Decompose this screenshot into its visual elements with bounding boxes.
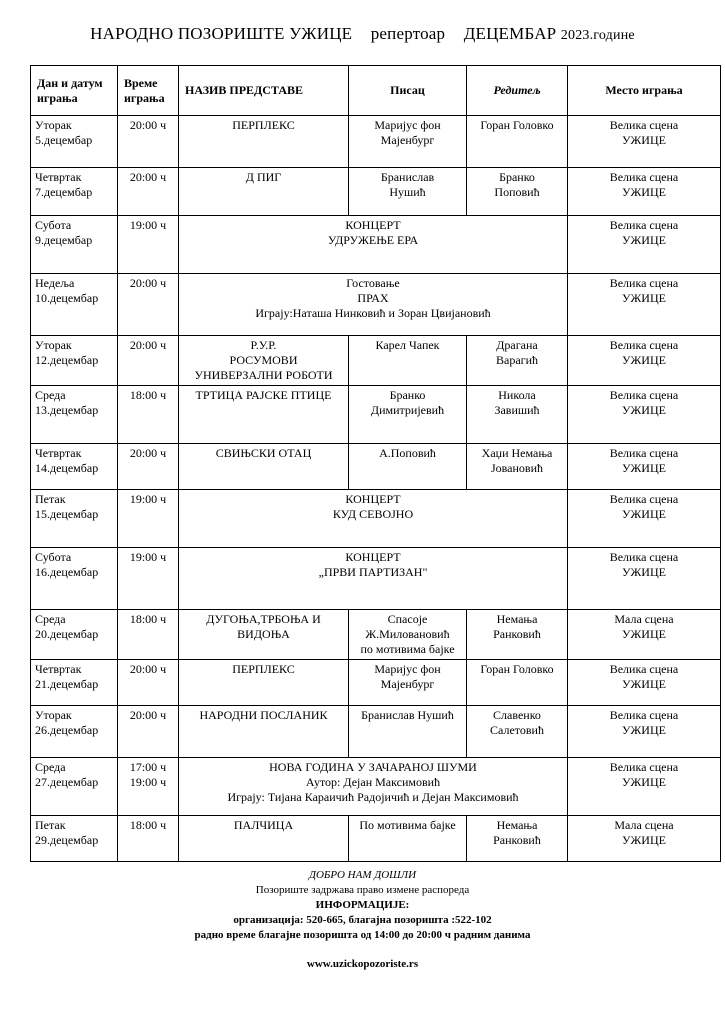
- time-cell: 18:00 ч: [118, 610, 179, 660]
- repertoire-word: репертоар: [370, 24, 446, 43]
- date-cell: Уторак 12.децембар: [31, 336, 118, 386]
- event-cell: КОНЦЕРТ „ПРВИ ПАРТИЗАН": [179, 548, 568, 610]
- time-cell: 19:00 ч: [118, 216, 179, 274]
- director-cell: Драгана Варагић: [467, 336, 568, 386]
- table-row: [31, 706, 721, 758]
- writer-cell: Бранко Димитријевић: [349, 386, 467, 444]
- box-office-hours: радно време благајне позоришта од 14:00 до 20:00 ч радним данима: [194, 929, 531, 941]
- title-cell: НАРОДНИ ПОСЛАНИК: [179, 706, 349, 758]
- title-cell: Д ПИГ: [179, 168, 349, 216]
- date-cell: Петак 29.децембар: [31, 816, 118, 862]
- venue-cell: Велика сцена УЖИЦЕ: [568, 706, 721, 758]
- director-cell: Немања Ранковић: [467, 816, 568, 862]
- time-cell: 20:00 ч: [118, 168, 179, 216]
- director-cell: Славенко Салетовић: [467, 706, 568, 758]
- writer-cell: Маријус фон Мајенбург: [349, 660, 467, 706]
- director-cell: Горан Головко: [467, 116, 568, 168]
- venue-cell: Мала сцена УЖИЦЕ: [568, 610, 721, 660]
- date-cell: Среда 27.децембар: [31, 758, 118, 816]
- page-title: [0, 24, 725, 44]
- director-cell: Горан Головко: [467, 660, 568, 706]
- info-title: ИНФОРМАЦИЈЕ:: [315, 899, 410, 911]
- venue-cell: Мала сцена УЖИЦЕ: [568, 816, 721, 862]
- table-row: [31, 490, 721, 548]
- date-cell: Субота 16.децембар: [31, 548, 118, 610]
- title-cell: СВИЊСКИ ОТАЦ: [179, 444, 349, 490]
- venue-cell: Велика сцена УЖИЦЕ: [568, 274, 721, 336]
- title-cell: ТРТИЦА РАЈСКЕ ПТИЦЕ: [179, 386, 349, 444]
- header-venue: Место играња: [568, 66, 721, 116]
- title-cell: ПАЛЧИЦА: [179, 816, 349, 862]
- header-writer: Писац: [349, 66, 467, 116]
- venue-cell: Велика сцена УЖИЦЕ: [568, 168, 721, 216]
- month-name: ДЕЦЕМБАР: [463, 24, 557, 43]
- venue-cell: Велика сцена УЖИЦЕ: [568, 490, 721, 548]
- table-row: [31, 816, 721, 862]
- date-cell: Недеља 10.децембар: [31, 274, 118, 336]
- repertoire-table: [30, 65, 721, 862]
- writer-cell: Спасоје Ж.Миловановић по мотивима бајке: [349, 610, 467, 660]
- event-cell: Гостовање ПРАХ Играју:Наташа Нинковић и Зоран Цвијановић: [179, 274, 568, 336]
- date-cell: Четвртак 21.децембар: [31, 660, 118, 706]
- writer-cell: Бранислав Нушић: [349, 706, 467, 758]
- event-cell: НОВА ГОДИНА У ЗАЧАРАНОЈ ШУМИ Аутор: Дејан Максимовић Играју: Тијана Караичић Радојичић и Дејан Максимовић: [179, 758, 568, 816]
- header-time: Време играња: [118, 66, 179, 116]
- header-date: Дан и датум играња: [31, 66, 118, 116]
- title-cell: ПЕРПЛЕКС: [179, 660, 349, 706]
- time-cell: 18:00 ч: [118, 816, 179, 862]
- writer-cell: А.Поповић: [349, 444, 467, 490]
- time-cell: 18:00 ч: [118, 386, 179, 444]
- venue-cell: Велика сцена УЖИЦЕ: [568, 548, 721, 610]
- footer: [0, 868, 725, 972]
- time-cell: 20:00 ч: [118, 706, 179, 758]
- date-cell: Четвртак 7.децембар: [31, 168, 118, 216]
- venue-cell: Велика сцена УЖИЦЕ: [568, 336, 721, 386]
- venue-cell: Велика сцена УЖИЦЕ: [568, 116, 721, 168]
- director-cell: Никола Завишић: [467, 386, 568, 444]
- table-row: [31, 274, 721, 336]
- time-cell: 20:00 ч: [118, 444, 179, 490]
- writer-cell: Бранислав Нушић: [349, 168, 467, 216]
- table-header-row: [31, 66, 721, 116]
- welcome-text: ДОБРО НАМ ДОШЛИ: [308, 869, 417, 881]
- theatre-name: НАРОДНО ПОЗОРИШТЕ УЖИЦЕ: [90, 24, 353, 43]
- time-cell: 19:00 ч: [118, 548, 179, 610]
- table-row: [31, 386, 721, 444]
- time-cell: 20:00 ч: [118, 274, 179, 336]
- date-cell: Уторак 5.децембар: [31, 116, 118, 168]
- time-cell: 20:00 ч: [118, 116, 179, 168]
- date-cell: Петак 15.децембар: [31, 490, 118, 548]
- table-row: [31, 168, 721, 216]
- director-cell: Немања Ранковић: [467, 610, 568, 660]
- title-cell: ПЕРПЛЕКС: [179, 116, 349, 168]
- time-cell: 19:00 ч: [118, 490, 179, 548]
- event-cell: КОНЦЕРТ УДРУЖЕЊЕ ЕРА: [179, 216, 568, 274]
- date-cell: Уторак 26.децембар: [31, 706, 118, 758]
- date-cell: Субота 9.децембар: [31, 216, 118, 274]
- year-label: 2023.године: [560, 28, 635, 43]
- header-title: НАЗИВ ПРЕДСТАВЕ: [179, 66, 349, 116]
- table-row: [31, 610, 721, 660]
- contact-phones: организација: 520-665, благајна позоришта :522-102: [233, 914, 492, 926]
- table-row: [31, 758, 721, 816]
- table-row: [31, 216, 721, 274]
- venue-cell: Велика сцена УЖИЦЕ: [568, 216, 721, 274]
- table-row: [31, 660, 721, 706]
- date-cell: Среда 13.децембар: [31, 386, 118, 444]
- writer-cell: Маријус фон Мајенбург: [349, 116, 467, 168]
- time-cell: 20:00 ч: [118, 660, 179, 706]
- venue-cell: Велика сцена УЖИЦЕ: [568, 660, 721, 706]
- table-row: [31, 548, 721, 610]
- title-cell: ДУГОЊА,ТРБОЊА И ВИДОЊА: [179, 610, 349, 660]
- time-cell: 20:00 ч: [118, 336, 179, 386]
- writer-cell: Карел Чапек: [349, 336, 467, 386]
- schedule-notice: Позориште задржава право измене распореда: [255, 884, 470, 896]
- director-cell: Бранко Поповић: [467, 168, 568, 216]
- director-cell: Хаџи Немања Јовановић: [467, 444, 568, 490]
- title-cell: Р.У.Р. РОСУМОВИ УНИВЕРЗАЛНИ РОБОТИ: [179, 336, 349, 386]
- date-cell: Четвртак 14.децембар: [31, 444, 118, 490]
- header-director: Редитељ: [467, 66, 568, 116]
- event-cell: КОНЦЕРТ КУД СЕВОЈНО: [179, 490, 568, 548]
- venue-cell: Велика сцена УЖИЦЕ: [568, 758, 721, 816]
- time-cell: 17:00 ч 19:00 ч: [118, 758, 179, 816]
- website-link[interactable]: www.uzickopozoriste.rs: [306, 958, 419, 970]
- date-cell: Среда 20.децембар: [31, 610, 118, 660]
- venue-cell: Велика сцена УЖИЦЕ: [568, 386, 721, 444]
- venue-cell: Велика сцена УЖИЦЕ: [568, 444, 721, 490]
- table-row: [31, 336, 721, 386]
- table-row: [31, 116, 721, 168]
- table-row: [31, 444, 721, 490]
- writer-cell: По мотивима бајке: [349, 816, 467, 862]
